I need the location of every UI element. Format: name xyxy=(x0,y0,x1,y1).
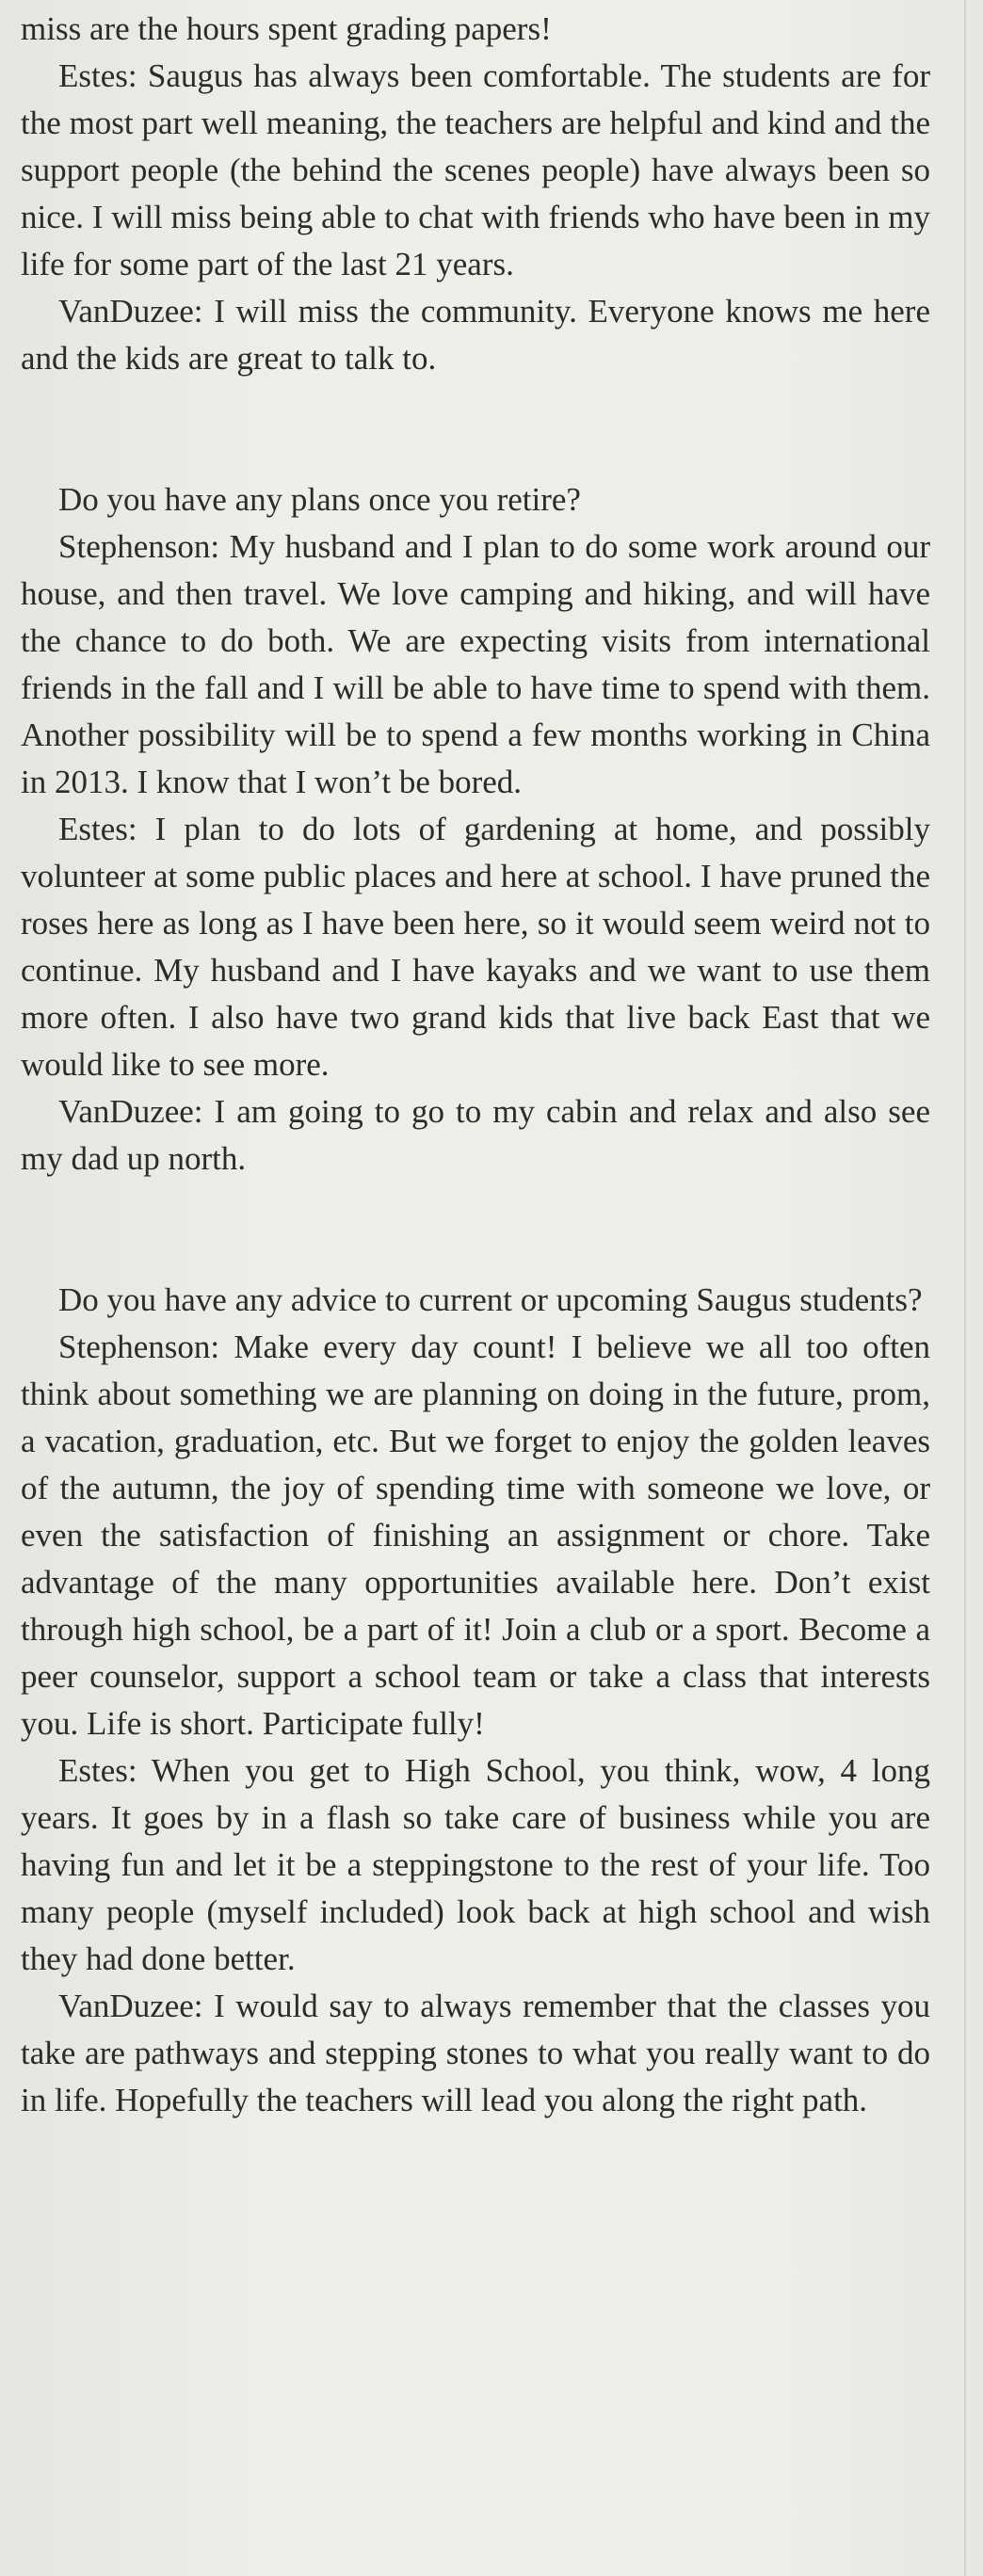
answer-vanduzee: VanDuzee: I am going to go to my cabin and relax and also see my dad up north. xyxy=(21,1093,930,1177)
paragraph-continued: miss are the hours spent grading papers! xyxy=(21,10,552,47)
column-rule xyxy=(964,0,966,2576)
section-gap xyxy=(21,382,930,476)
answer-estes: Estes: I plan to do lots of gardening at home, and possibly volunteer at some public places and here at school. I have pruned the roses here as long as I have been here, so it would seem weird not to continue. My husband and I have kayaks and we want to use them more often. I also have two grand kids that live back East that we would like to see more. xyxy=(21,811,930,1083)
question-plans: Do you have any plans once you retire? xyxy=(58,481,581,518)
answer-estes: Estes: Saugus has always been comfortable. The students are for the most part well meaning, the teachers are helpful and kind and the support people (the behind the scenes people) have always been so nice. I will miss being able to chat with friends who have been in my life for some part of the last 21 years. xyxy=(21,57,930,282)
answer-stephenson: Stephenson: Make every day count! I believe we all too often think about something we are planning on doing in the future, prom, a vacation, graduation, etc. But we forget to enjoy the golden leaves of the autumn, the joy of spending time with someone we love, or even the satisfaction of finishing an assignment or chore. Take advantage of the many opportunities available here. Don’t exist through high school, be a part of it! Join a club or a sport. Become a peer counselor, support a school team or take a class that interests you. Life is short. Participate fully! xyxy=(21,1328,930,1742)
answer-vanduzee: VanDuzee: I would say to always remember that the classes you take are pathways and stepping stones to what you really want to do in life. Hopefully the teachers will lead you along the right path. xyxy=(21,1988,930,2118)
answer-vanduzee: VanDuzee: I will miss the community. Everyone knows me here and the kids are great to talk to. xyxy=(21,293,930,377)
answer-stephenson: Stephenson: My husband and I plan to do some work around our house, and then travel. We love camping and hiking, and will have the chance to do both. We are expecting visits from international friends in the fall and I will be able to have time to spend with them. Another possibility will be to spend a few months working in China in 2013. I know that I won’t be bored. xyxy=(21,528,930,800)
section-plans xyxy=(21,476,930,1183)
section-miss xyxy=(21,6,930,382)
answer-estes: Estes: When you get to High School, you think, wow, 4 long years. It goes by in a flash so take care of business while you are having fun and let it be a steppingstone to the rest of your life. Too many people (myself included) look back at high school and wish they had done better. xyxy=(21,1752,930,1977)
article-column xyxy=(21,6,930,2124)
section-advice xyxy=(21,1277,930,2124)
question-advice: Do you have any advice to current or upcoming Saugus students? xyxy=(58,1281,923,1318)
section-gap xyxy=(21,1183,930,1277)
